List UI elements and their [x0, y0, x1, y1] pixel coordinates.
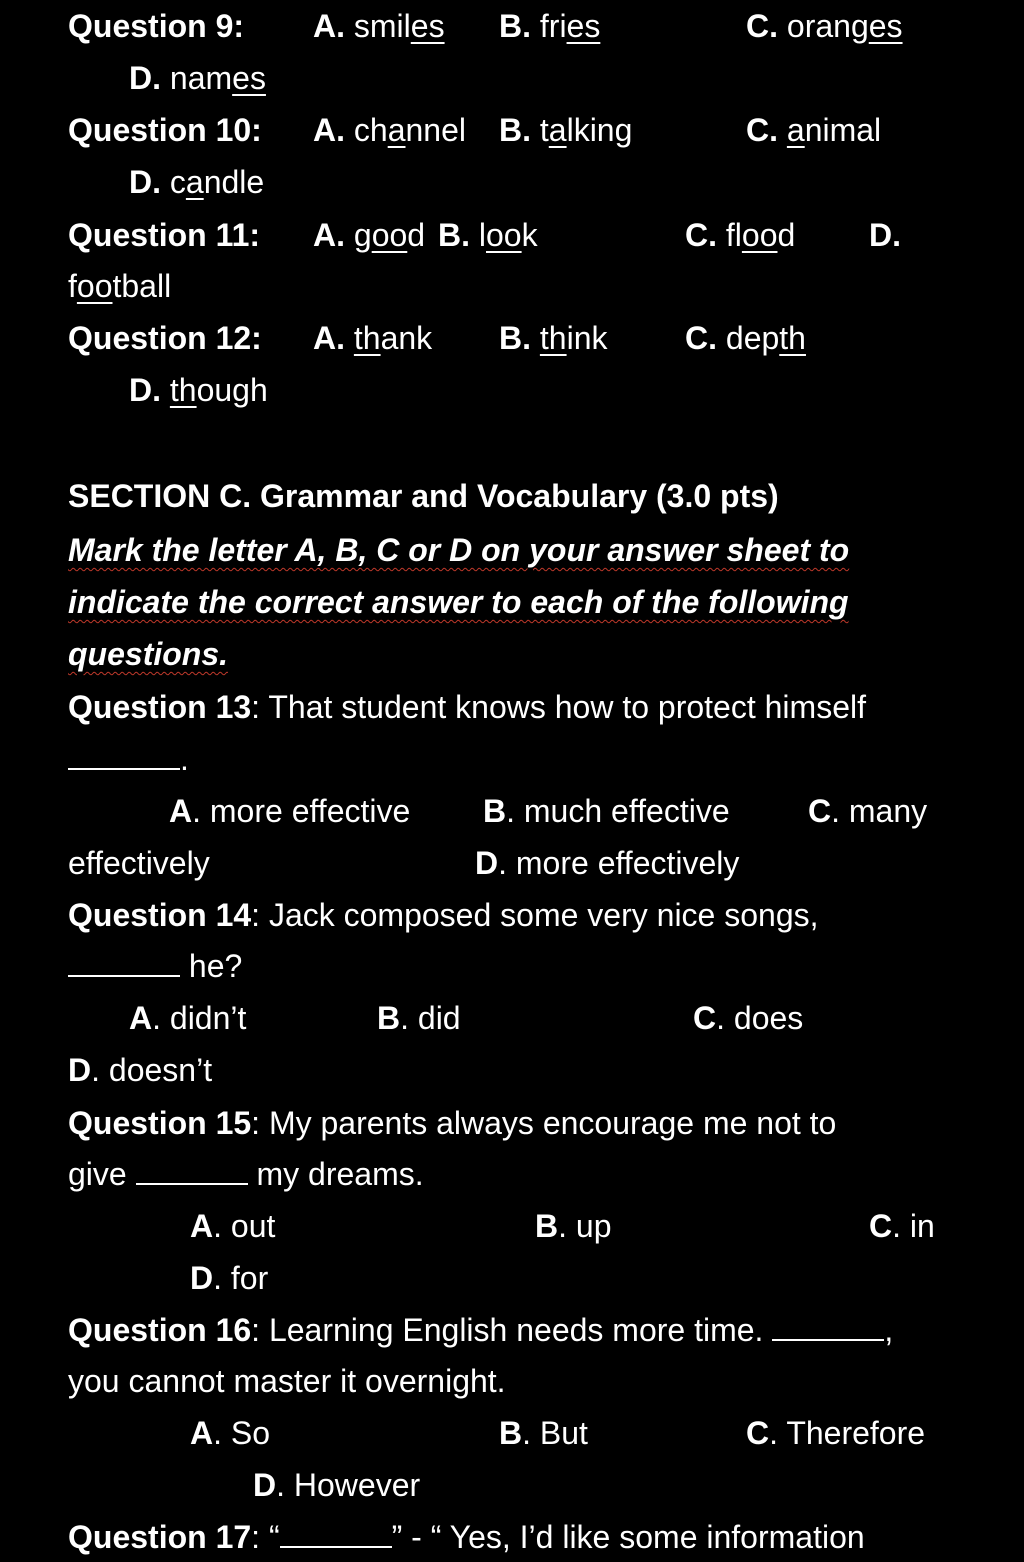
q14-option-b: B. did	[377, 1000, 461, 1036]
question-13-blank-line: .	[68, 739, 189, 779]
q11-option-a: A. good	[313, 217, 426, 253]
q9-option-b: B. fries	[499, 8, 601, 44]
answer-blank	[68, 949, 180, 977]
q11-option-c: C. flood	[685, 217, 796, 253]
q10-option-d: D. candle	[129, 164, 265, 200]
question-9-label: Question 9:	[68, 8, 245, 44]
question-14-blank-line: he?	[68, 946, 242, 986]
q15-option-a: A. out	[190, 1208, 276, 1244]
question-11-label: Question 11:	[68, 217, 261, 253]
question-15-blank-line: give my dreams.	[68, 1156, 424, 1192]
question-13-stem: Question 13: That student knows how to protect himself	[68, 689, 866, 725]
q15-option-c: C. in	[869, 1208, 935, 1244]
q13-option-d: D. more effectively	[475, 845, 740, 881]
question-12-label: Question 12:	[68, 320, 262, 356]
q10-option-a: A. channel	[313, 112, 466, 148]
q10-option-c: C. animal	[746, 112, 882, 148]
q13-option-c: C. many	[808, 793, 928, 829]
q15-option-b: B. up	[535, 1208, 612, 1244]
question-16-line-2: you cannot master it overnight.	[68, 1363, 506, 1399]
q12-option-a: A. thank	[313, 320, 433, 356]
q13-option-a: A. more effective	[169, 793, 411, 829]
question-14-stem: Question 14: Jack composed some very nice songs,	[68, 897, 819, 933]
q12-option-b: B. think	[499, 320, 608, 356]
q13-option-c-continued: effectively	[68, 845, 210, 881]
q16-option-a: A. So	[190, 1415, 271, 1451]
q11-option-d-letter: D.	[869, 217, 901, 253]
answer-blank	[280, 1520, 392, 1548]
question-15-stem: Question 15: My parents always encourage me not to	[68, 1105, 837, 1141]
q15-option-d: D. for	[190, 1260, 269, 1296]
instruction-line-2: indicate the correct answer to each of the following	[68, 584, 849, 620]
answer-blank	[772, 1313, 884, 1341]
q9-option-d: D. names	[129, 60, 266, 96]
q14-option-d: D. doesn’t	[68, 1052, 213, 1088]
q12-option-d: D. though	[129, 372, 268, 408]
q10-option-b: B. talking	[499, 112, 633, 148]
question-16-stem: Question 16: Learning English needs more time. ,	[68, 1312, 894, 1348]
q12-option-c: C. depth	[685, 320, 806, 356]
answer-blank	[136, 1157, 248, 1185]
answer-blank	[68, 742, 180, 770]
question-10-label: Question 10:	[68, 112, 262, 148]
question-17-stem: Question 17: “ ” - “ Yes, I’d like some information	[68, 1519, 865, 1555]
q16-option-c: C. Therefore	[746, 1415, 926, 1451]
q9-option-c: C. oranges	[746, 8, 903, 44]
instruction-line-3: questions.	[68, 636, 229, 672]
q9-option-a: A. smiles	[313, 8, 445, 44]
q13-option-b: B. much effective	[483, 793, 730, 829]
q14-option-c: C. does	[693, 1000, 804, 1036]
section-c-title: SECTION C. Grammar and Vocabulary (3.0 pts)	[68, 478, 779, 514]
instruction-line-1: Mark the letter A, B, C or D on your answer sheet to	[68, 532, 850, 568]
q16-option-d: D. However	[253, 1467, 421, 1503]
q11-option-b: B. look	[438, 217, 538, 253]
q11-option-d-word: football	[68, 268, 172, 304]
q14-option-a: A. didn’t	[129, 1000, 247, 1036]
q16-option-b: B. But	[499, 1415, 588, 1451]
